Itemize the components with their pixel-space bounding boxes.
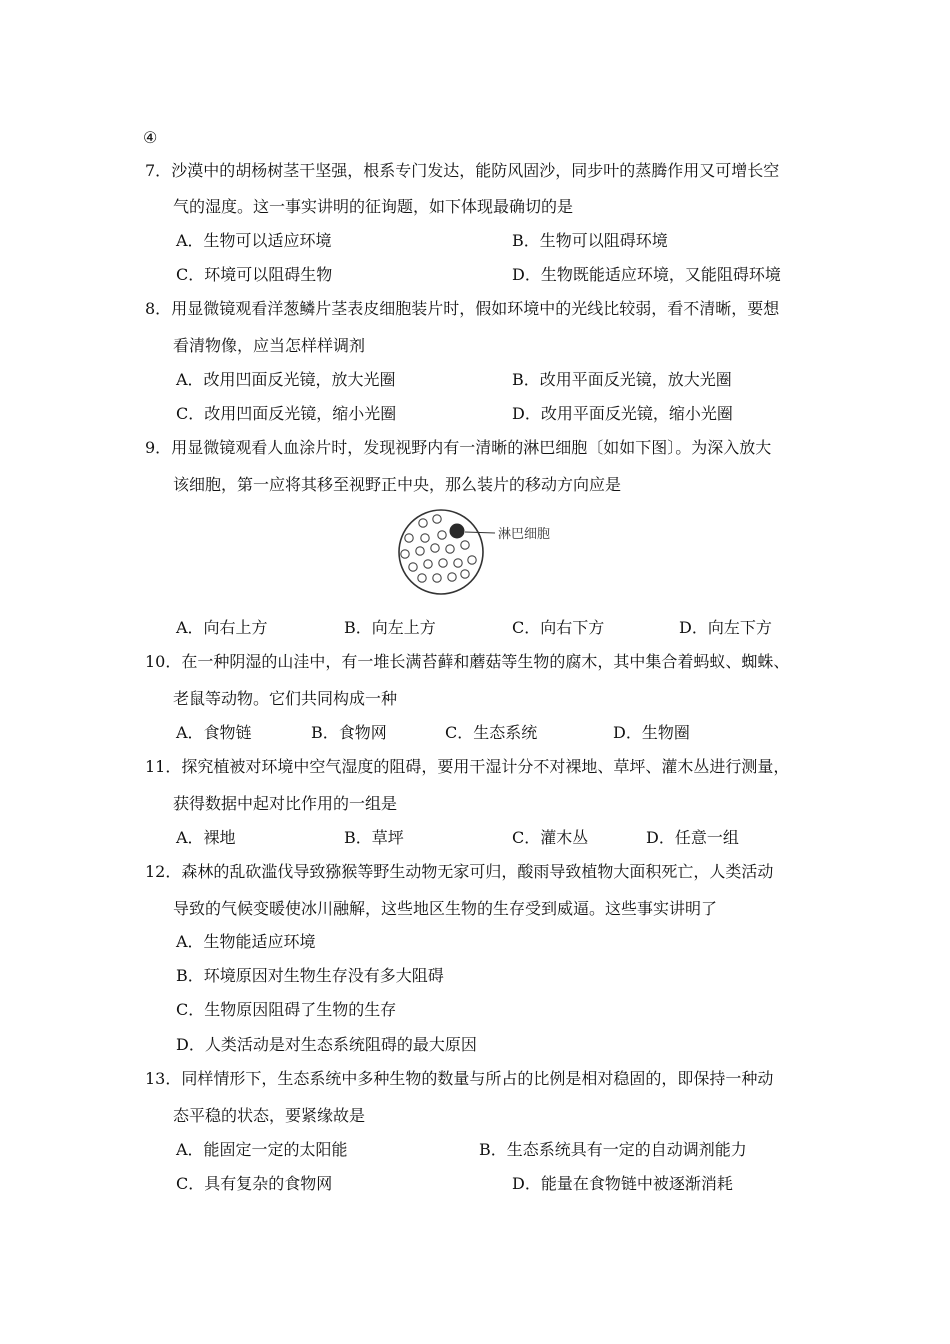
question-8-option-b[interactable]: B．改用平面反光镜，放大光圈 [512, 370, 732, 389]
question-13-line-1 [145, 1069, 773, 1089]
question-text: 探究植被对环境中空气湿度的阻碍，要用干湿计分不对裸地、草坪、灌木丛进行测量， [181, 757, 790, 776]
question-9-option-d[interactable]: D．向左下方 [679, 618, 772, 637]
question-11-option-b[interactable]: B．草坪 [344, 828, 404, 847]
question-13-line-2: 态平稳的状态，要紧缘故是 [173, 1106, 366, 1125]
question-11-option-d[interactable]: D．任意一组 [646, 828, 739, 847]
question-10-line-2: 老鼠等动物。它们共同构成一种 [173, 689, 398, 708]
question-12-line-2: 导致的气候变暖使冰川融解，这些地区生物的生存受到威逼。这些事实讲明了 [173, 899, 718, 918]
question-number: 8． [145, 299, 172, 318]
question-7-line-2: 气的湿度。这一事实讲明的征询题，如下体现最确切的是 [173, 197, 574, 216]
question-8-option-a[interactable]: A．改用凹面反光镜，放大光圈 [176, 370, 396, 389]
question-8-option-d[interactable]: D．改用平面反光镜，缩小光圈 [512, 404, 733, 423]
question-9-option-a[interactable]: A．向右上方 [176, 618, 268, 637]
question-text: 用显微镜观看人血涂片时，发现视野内有一清晰的淋巴细胞〔如如下图〕。为深入放大 [171, 438, 772, 457]
lymphocyte-label: 淋巴细胞 [498, 527, 551, 542]
question-12-line-1 [145, 862, 773, 882]
question-9-line-2: 该细胞，第一应将其移至视野正中央，那么装片的移动方向应是 [173, 475, 622, 494]
question-13-option-d[interactable]: D．能量在食物链中被逐渐消耗 [512, 1174, 733, 1193]
question-10-option-d[interactable]: D．生物圈 [613, 723, 690, 742]
question-text: 同样情形下，生态系统中多种生物的数量与所占的比例是相对稳固的，即保持一种动 [181, 1069, 774, 1088]
question-9-option-b[interactable]: B．向左上方 [344, 618, 436, 637]
question-10-option-b[interactable]: B．食物网 [311, 723, 387, 742]
label-pointer-line [465, 532, 495, 533]
question-7-option-d[interactable]: D．生物既能适应环境，又能阻碍环境 [512, 265, 781, 284]
question-11-line-2: 获得数据中起对比作用的一组是 [173, 794, 398, 813]
question-number: 11． [145, 757, 182, 776]
question-number: 13． [145, 1069, 182, 1088]
question-text: 沙漠中的胡杨树茎干坚强，根系专门发达，能防风固沙，同步叶的蒸腾作用又可增长空 [171, 161, 780, 180]
question-number: 7． [145, 161, 172, 180]
question-8-option-c[interactable]: C．改用凹面反光镜，缩小光圈 [176, 404, 397, 423]
question-13-option-b[interactable]: B．生态系统具有一定的自动调剂能力 [479, 1140, 747, 1159]
red-blood-cells [401, 515, 476, 582]
question-10-option-c[interactable]: C．生态系统 [445, 723, 538, 742]
microscope-field-figure [395, 508, 570, 596]
question-number: 12． [145, 862, 182, 881]
question-number: 10． [145, 652, 182, 671]
field-of-view-circle [399, 510, 483, 594]
question-12-option-b[interactable]: B．环境原因对生物生存没有多大阻碍 [176, 966, 444, 985]
question-12-option-c[interactable]: C．生物原因阻碍了生物的生存 [176, 1000, 397, 1019]
question-number: 9． [145, 438, 172, 457]
question-13-option-c[interactable]: C．具有复杂的食物网 [176, 1174, 333, 1193]
question-13-option-a[interactable]: A．能固定一定的太阳能 [176, 1140, 348, 1159]
circled-number-four: ④ [143, 128, 158, 147]
question-10-line-1 [145, 652, 789, 672]
question-text: 森林的乱砍滥伐导致猕猴等野生动物无家可归，酸雨导致植物大面积死亡，人类活动 [181, 862, 774, 881]
question-10-option-a[interactable]: A．食物链 [176, 723, 252, 742]
question-8-line-2: 看清物像，应当怎样样调剂 [173, 336, 366, 355]
question-7-option-a[interactable]: A．生物可以适应环境 [176, 231, 332, 250]
question-7-line-1 [145, 161, 779, 181]
question-9-option-c[interactable]: C．向右下方 [512, 618, 605, 637]
question-7-option-c[interactable]: C．环境可以阻碍生物 [176, 265, 333, 284]
question-11-option-a[interactable]: A．裸地 [176, 828, 236, 847]
question-12-option-d[interactable]: D．人类活动是对生态系统阻碍的最大原因 [176, 1035, 477, 1054]
lymphocyte-cell [450, 524, 465, 539]
question-9-line-1 [145, 438, 771, 458]
question-8-line-1 [145, 299, 779, 319]
question-7-option-b[interactable]: B．生物可以阻碍环境 [512, 231, 668, 250]
question-11-line-1 [145, 757, 789, 777]
question-text: 用显微镜观看洋葱鳞片茎表皮细胞装片时，假如环境中的光线比较弱，看不清晰，要想 [171, 299, 780, 318]
question-11-option-c[interactable]: C．灌木丛 [512, 828, 589, 847]
question-12-option-a[interactable]: A．生物能适应环境 [176, 932, 316, 951]
question-text: 在一种阴湿的山洼中，有一堆长满苔藓和蘑菇等生物的腐木，其中集合着蚂蚁、蜘蛛、 [181, 652, 790, 671]
microscope-view-svg [395, 508, 570, 596]
